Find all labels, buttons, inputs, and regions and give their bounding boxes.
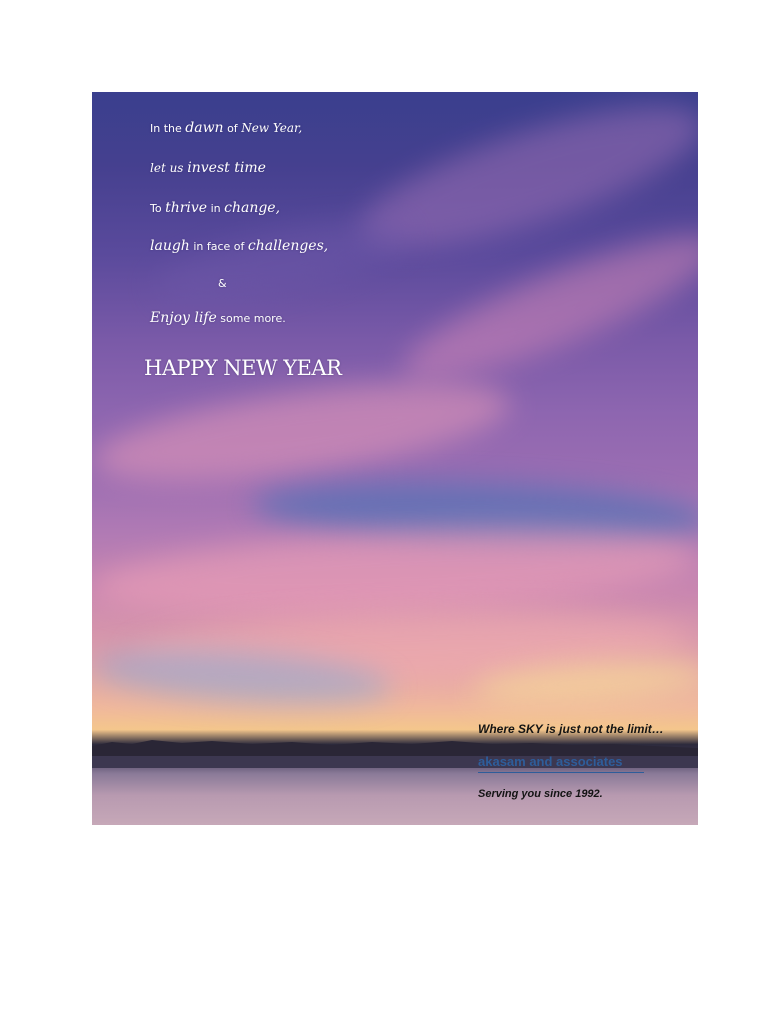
poem-text: dawn bbox=[185, 120, 224, 136]
poem-text: of bbox=[223, 122, 242, 135]
poem-text: Enjoy life bbox=[150, 310, 217, 326]
poem-text: thrive bbox=[165, 200, 208, 216]
poem-text: challenges, bbox=[247, 238, 329, 254]
happy-new-year-headline: HAPPY NEW YEAR bbox=[144, 356, 342, 380]
cloud-streak bbox=[92, 516, 698, 628]
poem-text: To bbox=[150, 202, 166, 215]
poem-text: invest time bbox=[187, 160, 266, 176]
poem-text: some more. bbox=[216, 312, 286, 325]
serving-since-text: Serving you since 1992. bbox=[478, 788, 603, 800]
poem-text: in face of bbox=[189, 240, 248, 253]
cloud-streak bbox=[92, 363, 516, 501]
poem-text: let us bbox=[150, 161, 188, 175]
poem-line bbox=[150, 158, 266, 179]
poem-text: change, bbox=[224, 200, 281, 216]
poem-text: New Year, bbox=[241, 121, 303, 135]
poem-ampersand: & bbox=[218, 277, 227, 290]
poem-line bbox=[150, 236, 328, 257]
poem-line bbox=[150, 198, 280, 219]
company-underline bbox=[478, 772, 644, 773]
cloud-streak bbox=[149, 206, 416, 319]
poem-line bbox=[150, 118, 302, 139]
poem-text: in bbox=[207, 202, 225, 215]
poem-line bbox=[150, 308, 286, 329]
poem-text: laugh bbox=[150, 238, 190, 254]
company-name: akasam and associates bbox=[478, 754, 623, 769]
tagline: Where SKY is just not the limit… bbox=[478, 722, 664, 736]
poem-text: In the bbox=[150, 122, 186, 135]
